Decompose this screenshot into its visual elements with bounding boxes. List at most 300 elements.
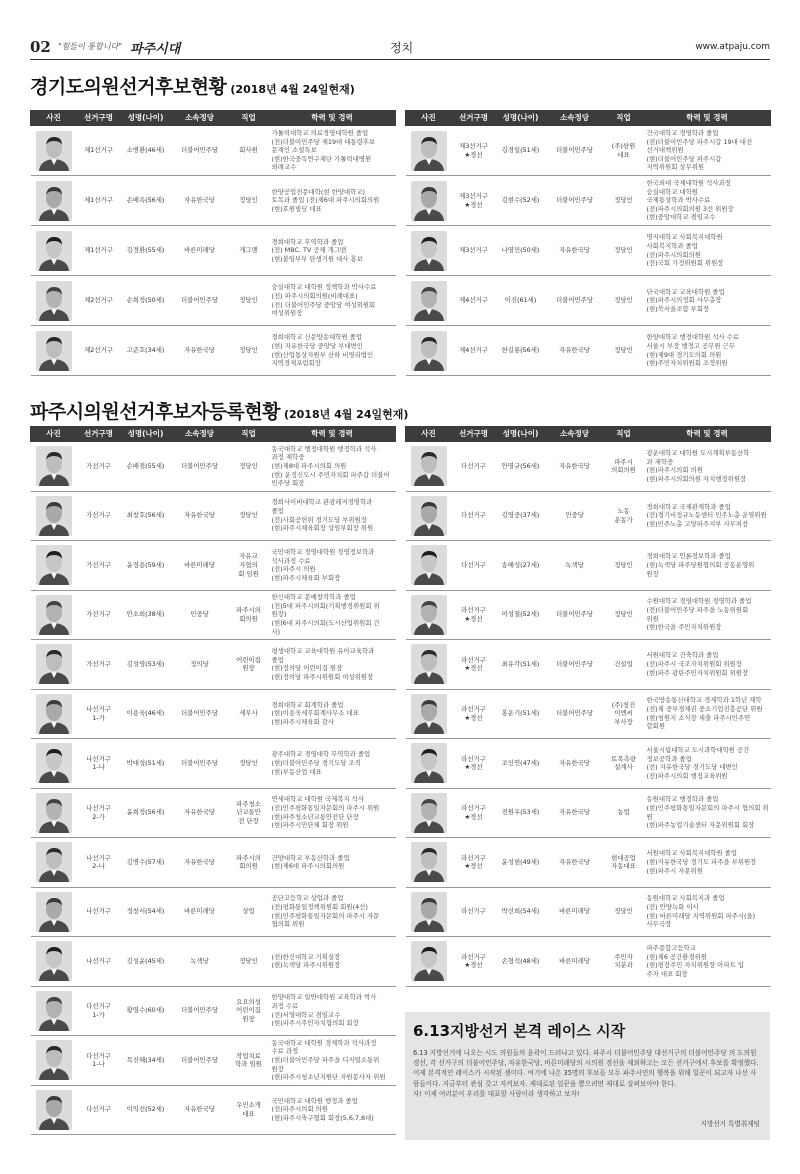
column-header: 소속정당: [546, 111, 604, 126]
district-cell: 다선거구: [452, 442, 496, 492]
table-row: [31, 640, 396, 690]
photo-cell: [406, 590, 452, 640]
primary-badge: ★경선: [464, 150, 483, 159]
table-row: [31, 937, 396, 987]
table-header-row: [406, 111, 771, 126]
photo-cell: [31, 326, 77, 376]
job-cell: 파주시 의회의원: [604, 442, 644, 492]
party-cell: 바른미래당: [546, 887, 604, 937]
brand-logo: 파주시대: [130, 42, 181, 57]
name-cell: 이용욱(46세): [121, 689, 171, 739]
district-cell: 라선거구 ★경선: [452, 838, 496, 888]
site-url: www.atpaju.com: [695, 42, 770, 52]
page-number: 02: [30, 38, 51, 56]
column-header: 성명(나이): [496, 427, 546, 442]
name-cell: 최유각(51세): [496, 640, 546, 690]
district-cell: 라선거구 ★경선: [452, 937, 496, 987]
district-cell: 라선거구 ★경선: [452, 689, 496, 739]
column-header: 소속정당: [546, 427, 604, 442]
column-header: 소속정당: [171, 111, 229, 126]
party-cell: 자유한국당: [171, 1085, 229, 1135]
table-row: [406, 541, 771, 591]
table-row: [406, 838, 771, 888]
table-row: [31, 126, 396, 176]
photo-cell: [406, 541, 452, 591]
career-cell: 한국외대 국제대학원 석사과정 숭실대학교 대학원 국제통상학과 박사수료 (전)파주시의회의원 3선 위원장 (현)중앙대학교 겸임교수: [644, 176, 771, 226]
name-cell: 김영중(37세): [496, 491, 546, 541]
table-row: [406, 590, 771, 640]
name-cell: 윤성현(49세): [496, 838, 546, 888]
district-cell: 제3선거구 ★경선: [452, 126, 496, 176]
job-cell: 정당인: [229, 491, 269, 541]
career-cell: 건양대학교 부동산학과 졸업 (현)제6대 파주시의회의원: [269, 838, 396, 888]
column-header: 직업: [229, 111, 269, 126]
table-row: [406, 640, 771, 690]
photo-cell: [31, 887, 77, 937]
job-cell: 정당인: [229, 326, 269, 376]
career-cell: 광주대학교 경영대학 무역학과 졸업 (현)더불어민주당 경기도당 조직 (현)부동산업 대표: [269, 739, 396, 789]
party-cell: 자유한국당: [546, 739, 604, 789]
table-row: [406, 442, 771, 492]
column-header: 성명(나이): [121, 427, 171, 442]
party-cell: 더불어민주당: [171, 126, 229, 176]
column-header: 선거구명: [77, 427, 121, 442]
party-cell: 자유한국당: [546, 326, 604, 376]
paju-candidates-right: [405, 426, 771, 987]
name-cell: 박선희(54세): [496, 887, 546, 937]
candidate-photo: [36, 991, 72, 1031]
job-cell: 정당인: [604, 887, 644, 937]
table-row: [406, 176, 771, 226]
name-cell: 손희정(50세): [121, 276, 171, 326]
career-cell: 동국대학교 대학원 경제학과 석사과정 수료 과정 (현)더불어민주당 파주을 디지털소통위 원장 (현)파주시청소년지원단 자원봉사자 위원: [269, 1036, 396, 1086]
gyeonggi-candidates-left: [30, 110, 396, 376]
name-cell: 안명규(56세): [496, 442, 546, 492]
name-cell: 이익선(52세): [121, 1085, 171, 1135]
table-row: [406, 937, 771, 987]
column-header: 학력 및 경력: [269, 111, 396, 126]
party-cell: 더불어민주당: [171, 1036, 229, 1086]
candidate-photo: [411, 545, 447, 585]
name-cell: 정창서(54세): [121, 887, 171, 937]
photo-cell: [406, 640, 452, 690]
name-cell: 김병수(57세): [121, 838, 171, 888]
party-cell: 민중당: [171, 590, 229, 640]
career-cell: 경희대학교 회계학과 졸업 (현)이용욱세무회계사무소 대표 (현)파주시체육회 감사: [269, 689, 396, 739]
district-cell: 제3선거구 ★경선: [452, 176, 496, 226]
job-cell: 우민소개 대표: [229, 1085, 269, 1135]
name-cell: 손배옥(56세): [121, 176, 171, 226]
career-cell: (전)한신대학교 기획실장 (현)녹색당 파주시위원장: [269, 937, 396, 987]
candidate-photo: [36, 331, 72, 371]
name-cell: 이성철(52세): [496, 590, 546, 640]
candidate-photo: [411, 496, 447, 536]
career-cell: 경희대학교 언론정보학과 졸업 (현)녹색당 파주당원협의회 공동운영위 원장: [644, 541, 771, 591]
candidate-photo: [411, 595, 447, 635]
district-cell: 라선거구 ★경선: [452, 788, 496, 838]
district-cell: 제1선거구: [77, 176, 121, 226]
photo-cell: [31, 276, 77, 326]
table-header-row: [31, 111, 396, 126]
table-row: [31, 176, 396, 226]
name-cell: 고준호(34세): [121, 326, 171, 376]
career-cell: 국민대학교 경영대학원 경영정보학과 석사과정 수료 (전)파주시 의원 (현)파주시체육회 부회장: [269, 541, 396, 591]
name-cell: 한길룡(56세): [496, 326, 546, 376]
table-row: [406, 689, 771, 739]
photo-cell: [31, 739, 77, 789]
party-cell: 녹색당: [171, 937, 229, 987]
career-cell: 동국대학교 행정대학원 행정학과 석사 과정 재학중 (현)제8대 파주시의회 의원 (현) 운정신도시 주민자치회 파주갑 더불어민주당 회장: [269, 442, 396, 492]
party-cell: 자유한국당: [171, 788, 229, 838]
party-cell: 자유한국당: [546, 226, 604, 276]
job-cell: 회사원: [229, 126, 269, 176]
photo-cell: [406, 276, 452, 326]
candidate-photo: [411, 281, 447, 321]
candidate-photo: [36, 793, 72, 833]
name-cell: 윤정용(59세): [121, 541, 171, 591]
photo-cell: [31, 176, 77, 226]
name-cell: 전원우(53세): [496, 788, 546, 838]
district-cell: 제3선거구: [452, 226, 496, 276]
job-cell: 세무사: [229, 689, 269, 739]
primary-badge: ★경선: [464, 763, 483, 772]
candidate-photo: [36, 694, 72, 734]
table-row: [406, 226, 771, 276]
job-cell: 정당인: [229, 276, 269, 326]
job-cell: (주)삼원 대표: [604, 126, 644, 176]
job-cell: 건설업: [604, 640, 644, 690]
table-row: [31, 1036, 396, 1086]
photo-cell: [406, 176, 452, 226]
column-header: 학력 및 경력: [269, 427, 396, 442]
column-header: 학력 및 경력: [644, 111, 771, 126]
table-row: [31, 887, 396, 937]
photo-cell: [31, 788, 77, 838]
section-name: 정치: [390, 41, 414, 55]
candidate-photo: [411, 131, 447, 171]
photo-cell: [406, 326, 452, 376]
name-cell: 김성영(53세): [121, 640, 171, 690]
candidate-photo: [36, 941, 72, 981]
photo-cell: [31, 640, 77, 690]
party-cell: 자유한국당: [546, 788, 604, 838]
district-cell: 다선거구: [452, 491, 496, 541]
primary-badge: ★경선: [464, 812, 483, 821]
candidate-photo: [36, 842, 72, 882]
career-cell: 서원대학교 건축학과 졸업 (전)파주시 국조자치위원회 위원장 (현)파주 광탄주민자치위원회 위원장: [644, 640, 771, 690]
table-row: [31, 326, 396, 376]
column-header: 사진: [406, 111, 452, 126]
party-cell: 자유한국당: [546, 838, 604, 888]
district-cell: 라선거구 ★경선: [452, 739, 496, 789]
photo-cell: [31, 1036, 77, 1086]
photo-cell: [406, 442, 452, 492]
photo-cell: [406, 937, 452, 987]
table-row: [406, 739, 771, 789]
page-header: [30, 38, 770, 60]
column-header: 직업: [604, 427, 644, 442]
career-cell: 건국대학교 경영학과 졸업 (전)더불어민주당 파주시갑 19대 대선 선거대책위원 (현)더불어민주당 파주시갑 지역위원회 상무위원: [644, 126, 771, 176]
party-cell: 자유한국당: [171, 838, 229, 888]
photo-cell: [406, 491, 452, 541]
district-cell: 가선거구: [77, 541, 121, 591]
table-row: [31, 986, 396, 1036]
name-cell: 송혜성(27세): [496, 541, 546, 591]
district-cell: 가선거구: [77, 491, 121, 541]
candidate-photo: [411, 694, 447, 734]
name-cell: 손형석(48세): [496, 937, 546, 987]
job-cell: 정당인: [604, 590, 644, 640]
party-cell: 더불어민주당: [546, 126, 604, 176]
photo-cell: [31, 491, 77, 541]
table-row: [31, 838, 396, 888]
job-cell: 정당인: [604, 541, 644, 591]
job-cell: 파주시의 회의원: [229, 838, 269, 888]
candidate-photo: [36, 743, 72, 783]
candidate-photo: [36, 1090, 72, 1130]
table-row: [31, 590, 396, 640]
name-cell: 박대성(51세): [121, 739, 171, 789]
district-cell: 다선거구: [452, 541, 496, 591]
career-cell: 경희대학교 신문방송대학원 졸업 (현) 자유한국당 중앙당 부대변인 (현)산업통상자원부 산하 비영리법인 지역경제포럼회장: [269, 326, 396, 376]
party-cell: 정의당: [171, 640, 229, 690]
table-row: [406, 276, 771, 326]
column-header: 사진: [406, 427, 452, 442]
district-cell: 나선거구 2-나: [77, 838, 121, 888]
table-header-row: [406, 427, 771, 442]
career-cell: 경희사이버대학교 관광레저경영학과 졸업 (전)사회공헌위 경기도당 부위원장 (현)파주시체육회장 상임부회장 위원: [269, 491, 396, 541]
party-cell: 더불어민주당: [546, 276, 604, 326]
candidate-photo: [36, 131, 72, 171]
gyeonggi-title: 경기도의원선거후보현황 (2018년 4월 24일현재): [30, 76, 355, 98]
district-cell: 나선거구: [77, 887, 121, 937]
job-cell: 자유교 자협의 회 임원: [229, 541, 269, 591]
table-row: [31, 788, 396, 838]
candidate-photo: [36, 1040, 72, 1080]
district-cell: 라선거구 ★경선: [452, 640, 496, 690]
district-cell: 나선거구 1-가: [77, 689, 121, 739]
job-cell: 파주시의 회의원: [229, 590, 269, 640]
photo-cell: [31, 541, 77, 591]
candidate-photo: [411, 644, 447, 684]
photo-cell: [406, 838, 452, 888]
name-cell: 윤희정(56세): [121, 788, 171, 838]
name-cell: 안소희(38세): [121, 590, 171, 640]
district-cell: 제2선거구: [77, 276, 121, 326]
party-cell: 바른미래당: [546, 937, 604, 987]
candidate-photo: [36, 496, 72, 536]
district-cell: 가선거구: [77, 442, 121, 492]
district-cell: 제4선거구: [452, 326, 496, 376]
candidate-photo: [411, 231, 447, 271]
party-cell: 더불어민주당: [171, 739, 229, 789]
career-cell: 가톨릭대학교 의료경영대학원 졸업 (전)더불어민주당 제19대 대통령후보 문재인 소셜특보 (현)한국중독연구재단 가톨릭대병원 외래교수: [269, 126, 396, 176]
paju-candidates-left: [30, 426, 396, 1135]
party-cell: 바른미래당: [171, 541, 229, 591]
candidate-photo: [36, 644, 72, 684]
career-cell: 서원대학교 사회복지대학원 졸업 (현)자유한국당 경기도 파주을 부위원장 (현)파주시 자문위원: [644, 838, 771, 888]
notice-title: 6.13지방선거 본격 레이스 시작: [413, 1022, 626, 1040]
career-cell: 한양공업전문대학(현 한양대학교) 토목과 졸업 (전)제6대 파주시의회의원 (현)호원빌딩 대표: [269, 176, 396, 226]
district-cell: 제1선거구: [77, 226, 121, 276]
table-row: [31, 442, 396, 492]
table-row: [406, 126, 771, 176]
candidate-photo: [411, 842, 447, 882]
candidate-photo: [36, 181, 72, 221]
column-header: 학력 및 경력: [644, 427, 771, 442]
name-cell: 김경환(55세): [121, 226, 171, 276]
job-cell: 요요의성 어린이집 원장: [229, 986, 269, 1036]
career-cell: 파주종합고등학교 (현)제6 공간환경위원 (현)평장주민 자치위원장 아파트 입 주자 대표 회장: [644, 937, 771, 987]
column-header: 선거구명: [77, 111, 121, 126]
table-row: [31, 689, 396, 739]
district-cell: 가선거구: [77, 590, 121, 640]
party-cell: 더불어민주당: [546, 689, 604, 739]
column-header: 선거구명: [452, 427, 496, 442]
gyeonggi-candidates-right: [405, 110, 771, 376]
career-cell: 동원대학교 사회복지과 졸업 (전) 안양녹화 이사 (현) 바른미래당 지역위원회 파주시(을) 사무국장: [644, 887, 771, 937]
district-cell: 나선거구 1-나: [77, 739, 121, 789]
party-cell: 녹색당: [546, 541, 604, 591]
job-cell: 현대공업 자동대표: [604, 838, 644, 888]
paju-title: 파주시의원선거후보자등록현황 (2018년 4월 24일현재): [30, 401, 409, 423]
photo-cell: [406, 739, 452, 789]
job-cell: 정당인: [604, 176, 644, 226]
photo-cell: [31, 590, 77, 640]
name-cell: 황영수(60세): [121, 986, 171, 1036]
photo-cell: [31, 986, 77, 1036]
job-cell: 주민자 치분과: [604, 937, 644, 987]
party-cell: 더불어민주당: [171, 276, 229, 326]
name-cell: 손배점(55세): [121, 442, 171, 492]
party-cell: 자유한국당: [171, 326, 229, 376]
party-cell: 바른미래당: [171, 226, 229, 276]
table-row: [406, 326, 771, 376]
party-cell: 더불어민주당: [171, 986, 229, 1036]
career-cell: 한국방송통신대학교 경제학과 1학년 재학 (전)제 중부경제권 중소기업진흥공단 위원 (현)청원지 소식장 세출 파주시민주연 합회원: [644, 689, 771, 739]
party-cell: 더불어민주당: [171, 442, 229, 492]
candidate-photo: [36, 595, 72, 635]
photo-cell: [406, 887, 452, 937]
name-cell: 소병환(46세): [121, 126, 171, 176]
party-cell: 자유한국당: [546, 442, 604, 492]
candidate-photo: [36, 545, 72, 585]
party-cell: 더불어민주당: [546, 640, 604, 690]
table-row: [406, 491, 771, 541]
table-row: [31, 226, 396, 276]
candidate-photo: [36, 231, 72, 271]
candidate-photo: [411, 743, 447, 783]
table-row: [31, 541, 396, 591]
photo-cell: [31, 126, 77, 176]
career-cell: 한양대학교 일반대학원 교육학과 박사 과정 수료 (전)서영대학교 겸임교수 (현)파주시주민자치협의회 회장: [269, 986, 396, 1036]
district-cell: 다선거구 1-가: [77, 986, 121, 1036]
candidate-photo: [411, 181, 447, 221]
candidate-photo: [411, 446, 447, 486]
table-row: [406, 788, 771, 838]
candidate-photo: [36, 281, 72, 321]
column-header: 선거구명: [452, 111, 496, 126]
primary-badge: ★경선: [464, 200, 483, 209]
career-cell: 연세대학교 대학원 국제복지 석사 (전)민주평화통일자문회의 파주시 위원 (현)파주청소년교통안전단 단장 (현)파주시민단체 회장 위원: [269, 788, 396, 838]
candidate-photo: [411, 331, 447, 371]
photo-cell: [31, 838, 77, 888]
job-cell: 정당인: [229, 176, 269, 226]
job-cell: 작업치료 학과 임원: [229, 1036, 269, 1086]
primary-badge: ★경선: [464, 614, 483, 623]
district-cell: 나선거구 2-가: [77, 788, 121, 838]
column-header: 직업: [604, 111, 644, 126]
photo-cell: [406, 226, 452, 276]
candidate-photo: [411, 793, 447, 833]
career-cell: 국민대학교 대학원 행정과 졸업 (전)파주시의회 의원 (현)파주시축구협회 회장(5,6,7,8대): [269, 1085, 396, 1135]
career-cell: 광운대학교 대학원 도시계획부동산학 과 재학중 (현)파주시의회 의원 (현)파주시의회의원 자치행정위원장: [644, 442, 771, 492]
party-cell: 자유한국당: [171, 491, 229, 541]
table-header-row: [31, 427, 396, 442]
job-cell: 정당인: [604, 226, 644, 276]
column-header: 성명(나이): [496, 111, 546, 126]
job-cell: 노동 운동가: [604, 491, 644, 541]
job-cell: 정당인: [229, 937, 269, 987]
district-cell: 나선거구: [77, 937, 121, 987]
district-cell: 다선거구 1-나: [77, 1036, 121, 1086]
district-cell: 제4선거구: [452, 276, 496, 326]
notice-body: 6.13 지방선거에 나오는 시도 의원들의 윤곽이 드러나고 있다. 파주시 더불어민주당 대선거구의 더불어민주당 의 도의원 경선, 각 선거구의 더불어민주당, 자유한국당, 바른미래당의 시의원 경선을 제외하고는 모든 선거구에서 후보를 확정했다. 이제 본격적인 레이스가 시작된 셈이다. 여기에 나온 35명의 후보들 모두 파주시민의 행복을 위해 일꾼이 되고자 나선 사람들이다. 지금부터 관심 갖고 지켜보자. 제대로된 일꾼을 뽑으려면 제대로 살펴보아야 한다. 자! 이제 여러분이 우리를 대표할 사람이라 생각하고 보자!: [413, 1049, 759, 1098]
district-cell: 라선거구: [452, 887, 496, 937]
name-cell: 조인연(47세): [496, 739, 546, 789]
job-cell: 파주청소 년교통안 전 단장: [229, 788, 269, 838]
career-cell: 동원대학교 행정학과 졸업 (현)민주평화통일자문회의 파주시 협의회 위원 (현)파주농업기술센터 자문위원회 회장: [644, 788, 771, 838]
photo-cell: [406, 126, 452, 176]
candidate-photo: [411, 941, 447, 981]
table-row: [406, 887, 771, 937]
election-notice: [405, 1012, 770, 1140]
primary-badge: ★경선: [464, 961, 483, 970]
career-cell: 명지대학교 사회복지대학원 사회복지학과 졸업 (전)파주시의회의원 (전)국회 가정위원회 위원장: [644, 226, 771, 276]
notice-signature: 지방선거 특별취재팀: [700, 1120, 760, 1128]
candidate-photo: [36, 446, 72, 486]
photo-cell: [31, 937, 77, 987]
job-cell: 정당인: [229, 739, 269, 789]
party-cell: 자유한국당: [171, 176, 229, 226]
name-cell: 홍운기(51세): [496, 689, 546, 739]
table-row: [31, 739, 396, 789]
party-cell: 민중당: [546, 491, 604, 541]
photo-cell: [31, 442, 77, 492]
job-cell: 토목측량 설계사: [604, 739, 644, 789]
column-header: 소속정당: [171, 427, 229, 442]
photo-cell: [31, 689, 77, 739]
career-cell: 공단고등학교 상업과 졸업 (전)평화통일정책위원회 회원(4선) (현)민주평화통일자문회의 파주시 자문 협의회 위원: [269, 887, 396, 937]
career-cell: 한양대학교 행정대학원 석사 수료 서울시 부장 행정고 공무원 근무 (현)제9대 경기도의회 의원 (현)주민자치위원회 조정위원: [644, 326, 771, 376]
name-cell: 최창호(56세): [121, 491, 171, 541]
career-cell: 숭실대학교 대학원 정책학과 박사수료 (전) 파주시의회의원(비례대표) (전) 더불어민주당 중앙당 여성위원회 여성위원장: [269, 276, 396, 326]
career-cell: 서울시립대학교 도시과학대학원 공간 정보공학과 졸업 (전) 자유한국당 경기도당 대변인 (전)파주시의회 행정교육위원: [644, 739, 771, 789]
job-cell: 정당인: [604, 326, 644, 376]
party-cell: 더불어민주당: [546, 590, 604, 640]
primary-badge: ★경선: [464, 664, 483, 673]
candidate-photo: [411, 892, 447, 932]
column-header: 직업: [229, 427, 269, 442]
tagline: "힘들이 통합니다": [58, 42, 122, 51]
district-cell: 제1선거구: [77, 126, 121, 176]
photo-cell: [31, 1085, 77, 1135]
name-cell: 나영민(50세): [496, 226, 546, 276]
party-cell: 바른미래당: [171, 887, 229, 937]
career-cell: 평생대학교 교육대학원 유아교육학과 졸업 (현)정의당 어린이집 원장 (현)정의당 파주시위원회 여성위원장: [269, 640, 396, 690]
career-cell: 경희대학교 무역학과 졸업 (전) MBC, TV 공채 개그맨 (현)불임부부 탄생기원 대사 홍보: [269, 226, 396, 276]
name-cell: 김현수(52세): [496, 176, 546, 226]
